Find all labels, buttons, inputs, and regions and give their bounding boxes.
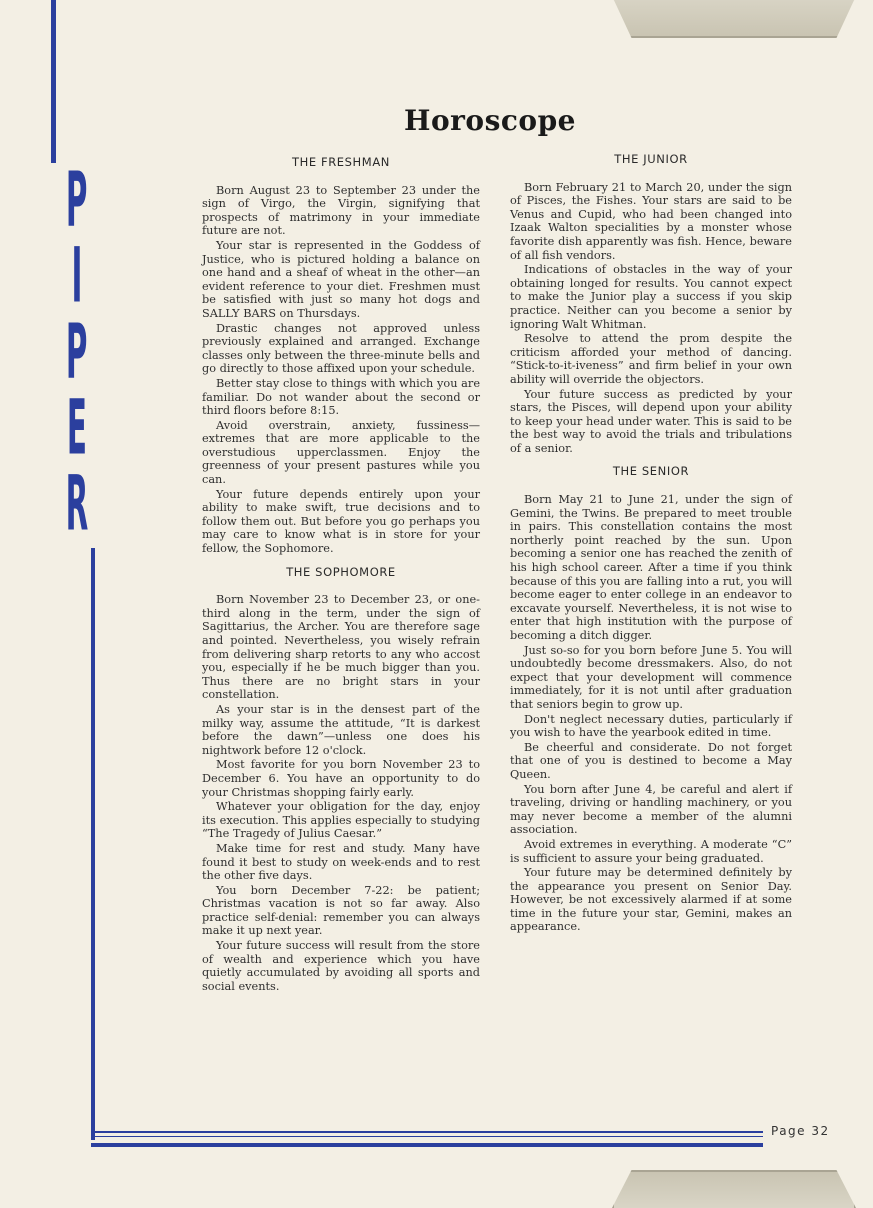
paragraph: As your star is in the densest part of the milky way, assume the attitude, “It is darkest before the dawn”—unless one does his nightwork before 12 o'clock.	[202, 702, 480, 757]
masthead-letter: E	[66, 383, 88, 473]
binder-tab-bottom	[612, 1170, 856, 1208]
paragraph: Avoid extremes in everything. A moderate “C” is sufficient to assure your being graduated.	[510, 837, 792, 865]
page-title: Horoscope	[404, 104, 576, 137]
section-heading-freshman: THE FRESHMAN	[291, 155, 390, 169]
section-heading-sophomore: THE SOPHOMORE	[286, 564, 396, 579]
paragraph: Born August 23 to September 23 under the sign of Virgo, the Virgin, signifying that prospects of matrimony in your immediate future are not.	[202, 183, 480, 238]
paragraph: You born December 7-22: be patient; Christmas vacation is not so far away. Also practice self-denial: remember you can always make it up next year.	[202, 883, 480, 938]
paragraph: Whatever your obligation for the day, enjoy its execution. This applies especially to studying “The Tragedy of Julius Caesar.”	[202, 800, 480, 841]
paragraph: Born May 21 to June 21, under the sign of Gemini, the Twins. Be prepared to meet trouble in pairs. This constellation contains the most northerly point reached by the sun. Upon becoming a senior one has reached the zenith of his high school career. After a time if you think because of this you are falling into a rut, you will become eager to enter college in an endeavor to excavate yourself. Nevertheless, it is not wise to enter that high institution with the purpose of becoming a ditch digger.	[510, 493, 792, 642]
paragraph: Your future success as predicted by your stars, the Pisces, will depend upon your ability to keep your head under water. This is said to be the best way to avoid the trials and tribulations of a senior.	[510, 387, 792, 455]
section-heading-junior: THE JUNIOR	[614, 152, 688, 166]
vertical-rule-top	[51, 0, 56, 163]
right-column	[510, 153, 792, 935]
paragraph: Most favorite for you born November 23 to December 6. You have an opportunity to do your Christmas shopping fairly early.	[202, 758, 480, 799]
paragraph: Just so-so for you born before June 5. You will undoubtedly become dressmakers. Also, do not expect that your development will commence immediately, for it is not until after graduation that seniors begin to grow up.	[510, 643, 792, 711]
paragraph: Your future success will result from the store of wealth and experience which you have quietly accumulated by avoiding all sports and social events.	[202, 939, 480, 993]
paragraph: Better stay close to things with which you are familiar. Do not wander about the second or third floors before 8:15.	[202, 376, 480, 418]
paragraph: Your future depends entirely upon your ability to make swift, true decisions and to follow them out. But before you go perhaps you may care to know what is in store for your fellow, the Sophomore.	[202, 487, 480, 556]
paragraph: Drastic changes not approved unless previously explained and arranged. Exchange classes only between the three-minute bells and go directly to those affixed upon your schedule.	[202, 321, 480, 376]
paragraph: Be cheerful and considerate. Do not forget that one of you is destined to become a May Queen.	[510, 740, 792, 781]
section-heading-senior: THE SENIOR	[612, 464, 690, 479]
paragraph: You born after June 4, be careful and alert if traveling, driving or handling machinery, or you may never become a member of the alumni association.	[510, 782, 792, 837]
masthead-letter: P	[66, 307, 88, 397]
horizontal-rule-bottom	[91, 1131, 763, 1147]
paragraph: Avoid overstrain, anxiety, fussiness—extremes that are more applicable to the overstudious upperclassmen. Enjoy the greenness of your present pastures while you can.	[202, 418, 480, 487]
paragraph: Your future may be determined definitely by the appearance you present on Senior Day. However, be not excessively alarmed if at some time in the future your star, Gemini, makes an appearance.	[510, 866, 792, 934]
page-number: Page 32	[771, 1124, 830, 1138]
left-column	[202, 156, 480, 994]
masthead-letter: I	[71, 231, 83, 321]
masthead-letter: P	[66, 155, 88, 245]
paragraph: Don't neglect necessary duties, particularly if you wish to have the yearbook edited in time.	[510, 712, 792, 740]
vertical-rule-bottom	[91, 548, 95, 1140]
piper-masthead	[52, 155, 102, 549]
paragraph: Indications of obstacles in the way of your obtaining longed for results. You cannot expect to make the Junior play a success if you skip practice. Neither can you become a senior by ignoring Walt Whitman.	[510, 263, 792, 331]
paragraph: Born February 21 to March 20, under the sign of Pisces, the Fishes. Your stars are said to be Venus and Cupid, who had been changed into Izaak Walton specialities by a monster whose favorite dish apparently was fish. Hence, beware of all fish vendors.	[510, 180, 792, 262]
paragraph: Born November 23 to December 23, or one-third along in the term, under the sign of Sagittarius, the Archer. You are therefore sage and pointed. Nevertheless, you wisely refrain from delivering sharp retorts to any who accost you, especially if he be much bigger than you. Thus there are no bright stars in your constellation.	[202, 593, 480, 702]
paragraph: Your star is represented in the Goddess of Justice, who is pictured holding a balance on one hand and a sheaf of wheat in the other—an evident reference to your diet. Freshmen must be satisfied with just so many hot dogs and SALLY BARS on Thursdays.	[202, 238, 480, 320]
masthead-letter: R	[65, 459, 89, 549]
paragraph: Make time for rest and study. Many have found it best to study on week-ends and to rest the other five days.	[202, 841, 480, 883]
paragraph: Resolve to attend the prom despite the criticism afforded your method of dancing. “Stick-to-it-iveness” and firm belief in your own ability will override the objectors.	[510, 332, 792, 386]
binder-tab-top	[612, 0, 856, 38]
